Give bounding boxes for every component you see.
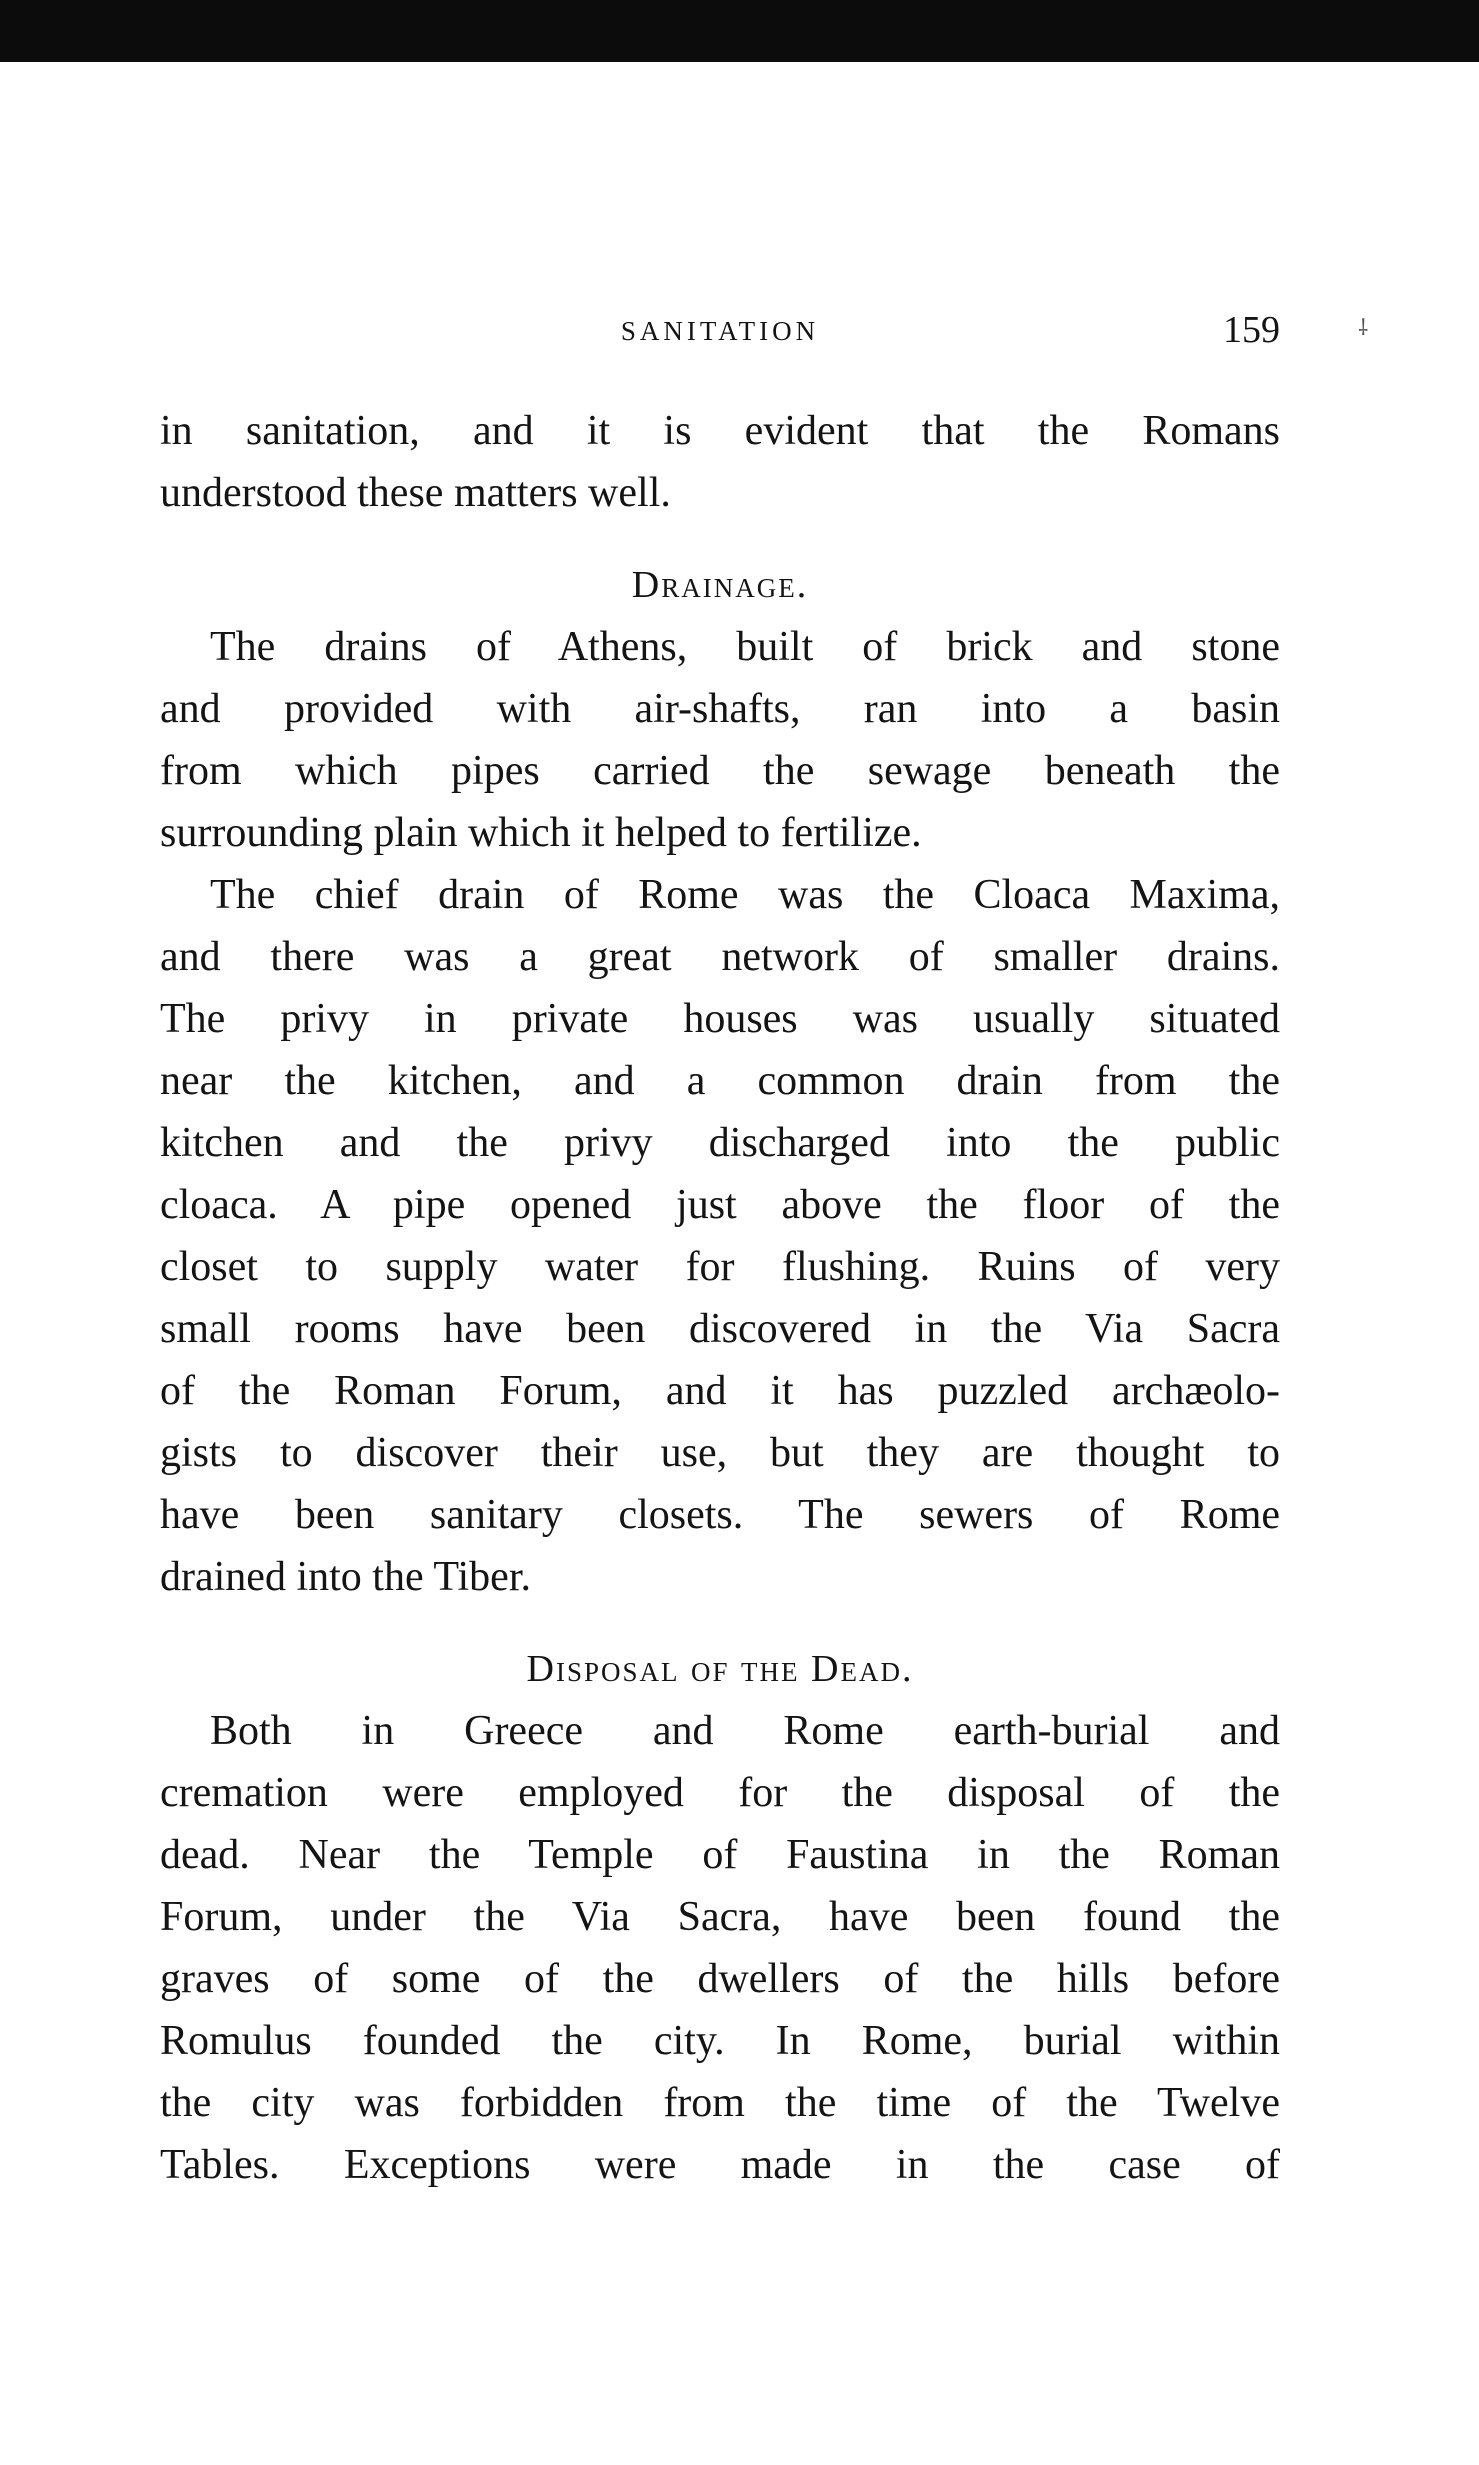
running-head: SANITATION <box>620 316 820 346</box>
text-line: The privy in private houses was usually situated <box>160 996 1280 1042</box>
text-line: near the kitchen, and a common drain from the <box>160 1058 1280 1104</box>
text-line: from which pipes carried the sewage beneath the <box>160 748 1280 794</box>
text-line: dead. Near the Temple of Faustina in the Roman <box>160 1832 1280 1878</box>
text-line: cloaca. A pipe opened just above the floor of the <box>160 1182 1280 1228</box>
text-line: graves of some of the dwellers of the hills before <box>160 1956 1280 2002</box>
text-line: small rooms have been discovered in the Via Sacra <box>160 1306 1280 1352</box>
spacer <box>160 1608 1280 1638</box>
text-line: cremation were employed for the disposal of the <box>160 1770 1280 1816</box>
section-title-drainage: Drainage. <box>631 564 809 606</box>
text-line: Tables. Exceptions were made in the case of <box>160 2142 1280 2188</box>
text-line: The chief drain of Rome was the Cloaca Maxima, <box>210 872 1280 918</box>
section-title-disposal: Disposal of the Dead. <box>526 1648 914 1690</box>
text-line: Both in Greece and Rome earth-burial and <box>210 1708 1280 1754</box>
text-line: gists to discover their use, but they are thought to <box>160 1430 1280 1476</box>
text-line: The drains of Athens, built of brick and stone <box>210 624 1280 670</box>
page-number: 159 <box>1223 309 1280 351</box>
page-header <box>160 309 1280 352</box>
text-line: in sanitation, and it is evident that the Romans <box>160 408 1280 454</box>
text-line: drained into the Tiber. <box>160 1554 531 1600</box>
spacer <box>160 524 1280 554</box>
text-line: Forum, under the Via Sacra, have been found the <box>160 1894 1280 1940</box>
text-line: and provided with air-shafts, ran into a basin <box>160 686 1280 732</box>
text-line: have been sanitary closets. The sewers of Rome <box>160 1492 1280 1538</box>
text-line: and there was a great network of smaller drains. <box>160 934 1280 980</box>
text-line: kitchen and the privy discharged into the public <box>160 1120 1280 1166</box>
text-line: surrounding plain which it helped to fertilize. <box>160 810 922 856</box>
page-body <box>160 400 1280 2196</box>
margin-mark: ⸸ <box>1358 316 1369 341</box>
text-line: Romulus founded the city. In Rome, burial within <box>160 2018 1280 2064</box>
text-line: of the Roman Forum, and it has puzzled archæolo- <box>160 1368 1280 1414</box>
text-line: closet to supply water for flushing. Ruins of very <box>160 1244 1280 1290</box>
scan-top-border <box>0 0 1479 62</box>
text-line: understood these matters well. <box>160 470 671 516</box>
text-line: the city was forbidden from the time of the Twelve <box>160 2080 1280 2126</box>
